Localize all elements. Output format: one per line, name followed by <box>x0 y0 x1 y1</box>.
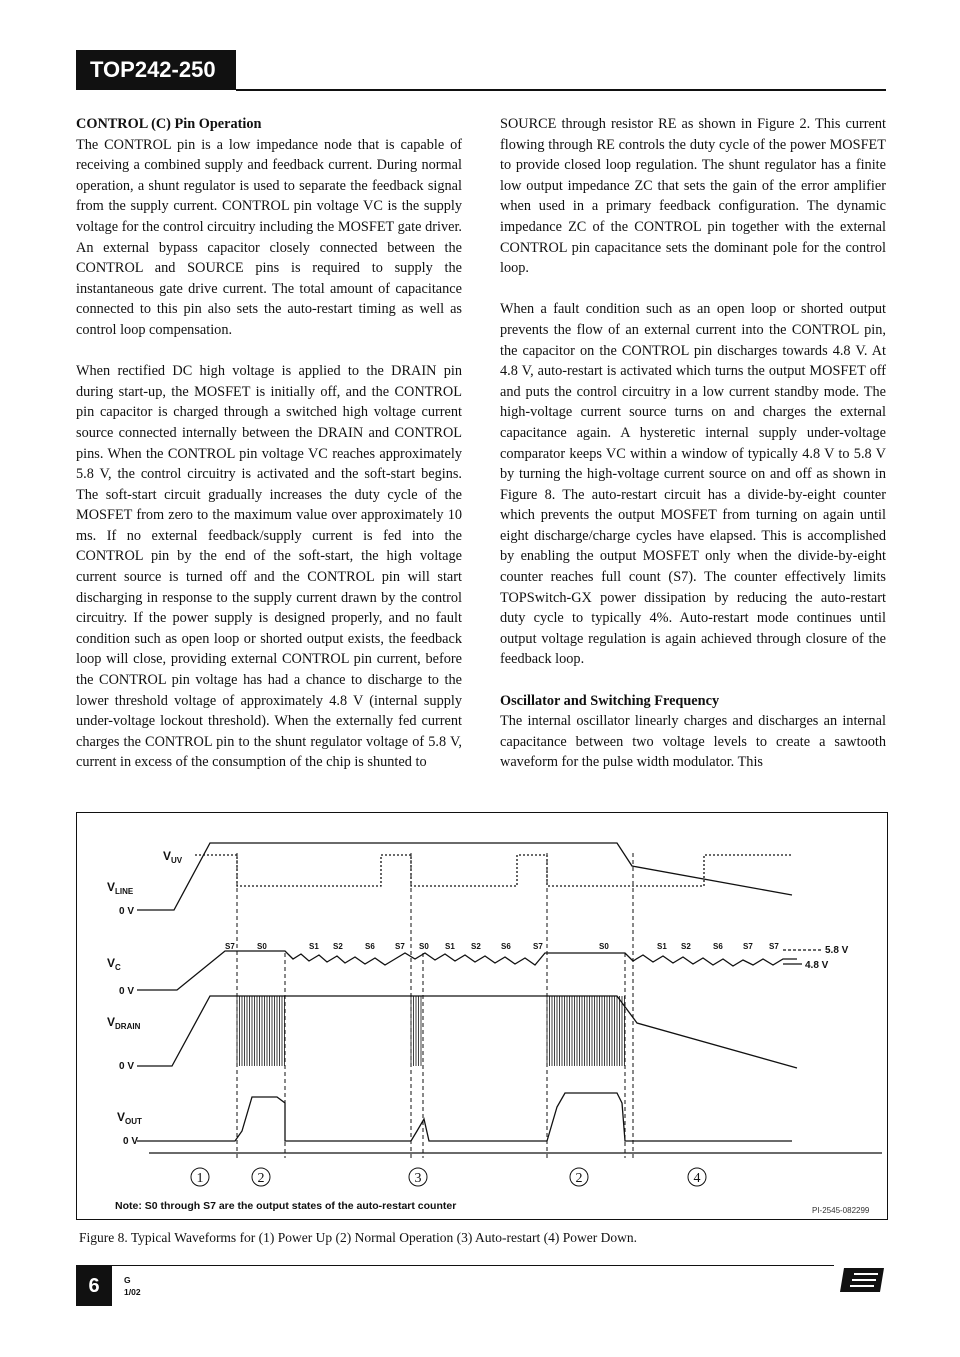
paragraph: The CONTROL pin is a low impedance node that is capable of receiving a combined supply and feedback current. During normal operation, a shunt regulator is used to separate the feedback signal from the supply current. CONTROL pin voltage VC is the supply voltage for the control circuitry including the MOSFET gate driver. An external bypass capacitor closely connected between the CONTROL and SOURCE pins is required to supply the instantaneous gate drive current. The total amount of capacitance connected to this pin also sets the auto-restart timing as well as control loop compensation. <box>76 136 462 338</box>
counter-state-label: S0 <box>599 942 609 951</box>
page-number: 6 <box>76 1266 112 1306</box>
vuv-label: $V_{UV}$ <box>163 849 183 865</box>
counter-state-label: S7 <box>395 942 405 951</box>
revision <box>124 1274 141 1298</box>
paragraph: The internal oscillator linearly charges and discharges an internal capacitance between two voltage levels to create a sawtooth waveform for the pulse width modulator. This <box>500 713 886 771</box>
paragraph: When a fault condition such as an open loop or shorted output prevents the flow of an external current into the CONTROL pin, the capacitor on the CONTROL pin discharges towards 4.8 V. At 4.8 V, auto-restart is activated which turns the output MOSFET off and puts the control circuitry in a low current standby mode. The high-voltage current source turns on and charges the external capacitance again. A hysteretic internal supply under-voltage comparator keeps VC within a window of typically 4.8 V to 5.8 V by turning the high-voltage current source on and off as shown in Figure 8. The auto-restart circuit has a divide-by-eight counter which prevents the output MOSFET from turning on again until eight discharge/charge cycles have elapsed. This is accomplished by enabling the output MOSFET only when the divide-by-eight counter reaches full count (S7). The counter effectively limits TOPSwitch-GX power dissipation by reducing the auto-restart duty cycle to typically 4%. Auto-restart mode continues until output voltage regulation is again achieved through closure of the feedback loop. <box>500 301 886 668</box>
document-title: TOP242-250 <box>76 50 236 90</box>
vout-label: $V_{OUT}$ <box>117 1110 142 1126</box>
counter-state-label: S2 <box>471 942 481 951</box>
vline-label: $V_{LINE}$ <box>107 880 134 896</box>
vc-label: $V_C$ <box>107 956 121 972</box>
counter-state-label: S1 <box>309 942 319 951</box>
counter-state-label: S2 <box>681 942 691 951</box>
figure-8-waveforms <box>76 812 888 1220</box>
counter-state-label: S7 <box>769 942 779 951</box>
power-integrations-logo-icon <box>840 1266 886 1294</box>
figure-note: Note: S0 through S7 are the output states of the auto-restart counter <box>115 1200 457 1212</box>
v58-label: 5.8 V <box>825 945 849 956</box>
region-label: 4 <box>693 1171 701 1186</box>
left-column <box>76 114 462 794</box>
zero-v-label: 0 V <box>119 986 135 997</box>
counter-state-label: S6 <box>713 942 723 951</box>
region-label: 3 <box>414 1171 422 1186</box>
counter-state-label: S0 <box>419 942 429 951</box>
footer-rule <box>76 1265 834 1266</box>
vdrain-label: $V_{DRAIN}$ <box>107 1015 141 1031</box>
section-heading-oscillator: Oscillator and Switching Frequency <box>500 692 720 709</box>
counter-state-label: S1 <box>657 942 667 951</box>
section-heading-control-pin: CONTROL (C) Pin Operation <box>76 116 262 132</box>
vuv-waveform <box>195 855 792 886</box>
region-label: 1 <box>196 1171 204 1186</box>
figure-code: PI-2545-082299 <box>812 1206 870 1215</box>
vc-waveform <box>137 951 797 990</box>
v48-label: 4.8 V <box>805 960 829 971</box>
counter-state-label: S7 <box>225 942 235 951</box>
counter-state-label: S7 <box>533 942 543 951</box>
counter-state-label: S1 <box>445 942 455 951</box>
zero-v-label: 0 V <box>119 1061 135 1072</box>
vout-waveform <box>137 1093 792 1141</box>
counter-state-label: S6 <box>365 942 375 951</box>
vdrain-waveform <box>137 996 797 1068</box>
waveform-diagram <box>77 813 889 1221</box>
counter-state-label: S2 <box>333 942 343 951</box>
figure-caption: Figure 8. Typical Waveforms for (1) Power Up (2) Normal Operation (3) Auto-restart (4) Power Down. <box>79 1230 637 1245</box>
right-column <box>500 114 886 794</box>
header-rule <box>236 89 886 91</box>
revision-letter: G <box>124 1275 131 1285</box>
vline-waveform <box>137 843 792 910</box>
counter-state-label: S7 <box>743 942 753 951</box>
counter-state-label: S6 <box>501 942 511 951</box>
zero-v-label: 0 V <box>119 906 135 917</box>
paragraph: SOURCE through resistor RE as shown in Figure 2. This current flowing through RE controls the duty cycle of the power MOSFET to provide closed loop regulation. The shunt regulator has a finite low output impedance ZC that sets the gain of the error amplifier when used in a primary feedback configuration. The dynamic impedance ZC of the CONTROL pin together with the external CONTROL pin capacitance sets the dominant pole for the control loop. <box>500 116 886 277</box>
paragraph: When rectified DC high voltage is applied to the DRAIN pin during start-up, the MOSFET is initially off, and the CONTROL pin capacitor is charged through a switched high voltage current source connected internally between the DRAIN and CONTROL pins. When the CONTROL pin voltage VC reaches approximately 5.8 V, the control circuitry is activated and the soft-start begins. The soft-start circuit gradually increases the duty cycle of the MOSFET from zero to the maximum value over approximately 10 ms. If no external feedback/supply current is fed into the CONTROL pin by the end of the soft-start, the high voltage current source is turned off and the CONTROL pin will start discharging in response to the supply current drawn by the control circuitry. If the power supply is designed properly, and no fault condition such as open loop or shorted output exists, the feedback loop will close, providing external CONTROL pin current, before the CONTROL pin voltage has had a chance to discharge to the lower threshold voltage of approximately 4.8 V (internal supply under-voltage lockout threshold). When the externally fed current charges the CONTROL pin to the shunt regulator voltage of 5.8 V, current in excess of the consumption of the chip is shunted to <box>76 363 462 771</box>
counter-state-label: S0 <box>257 942 267 951</box>
region-label: 2 <box>257 1171 265 1186</box>
revision-date: 1/02 <box>124 1287 141 1297</box>
zero-v-label: 0 V <box>123 1136 139 1147</box>
region-label: 2 <box>575 1171 583 1186</box>
